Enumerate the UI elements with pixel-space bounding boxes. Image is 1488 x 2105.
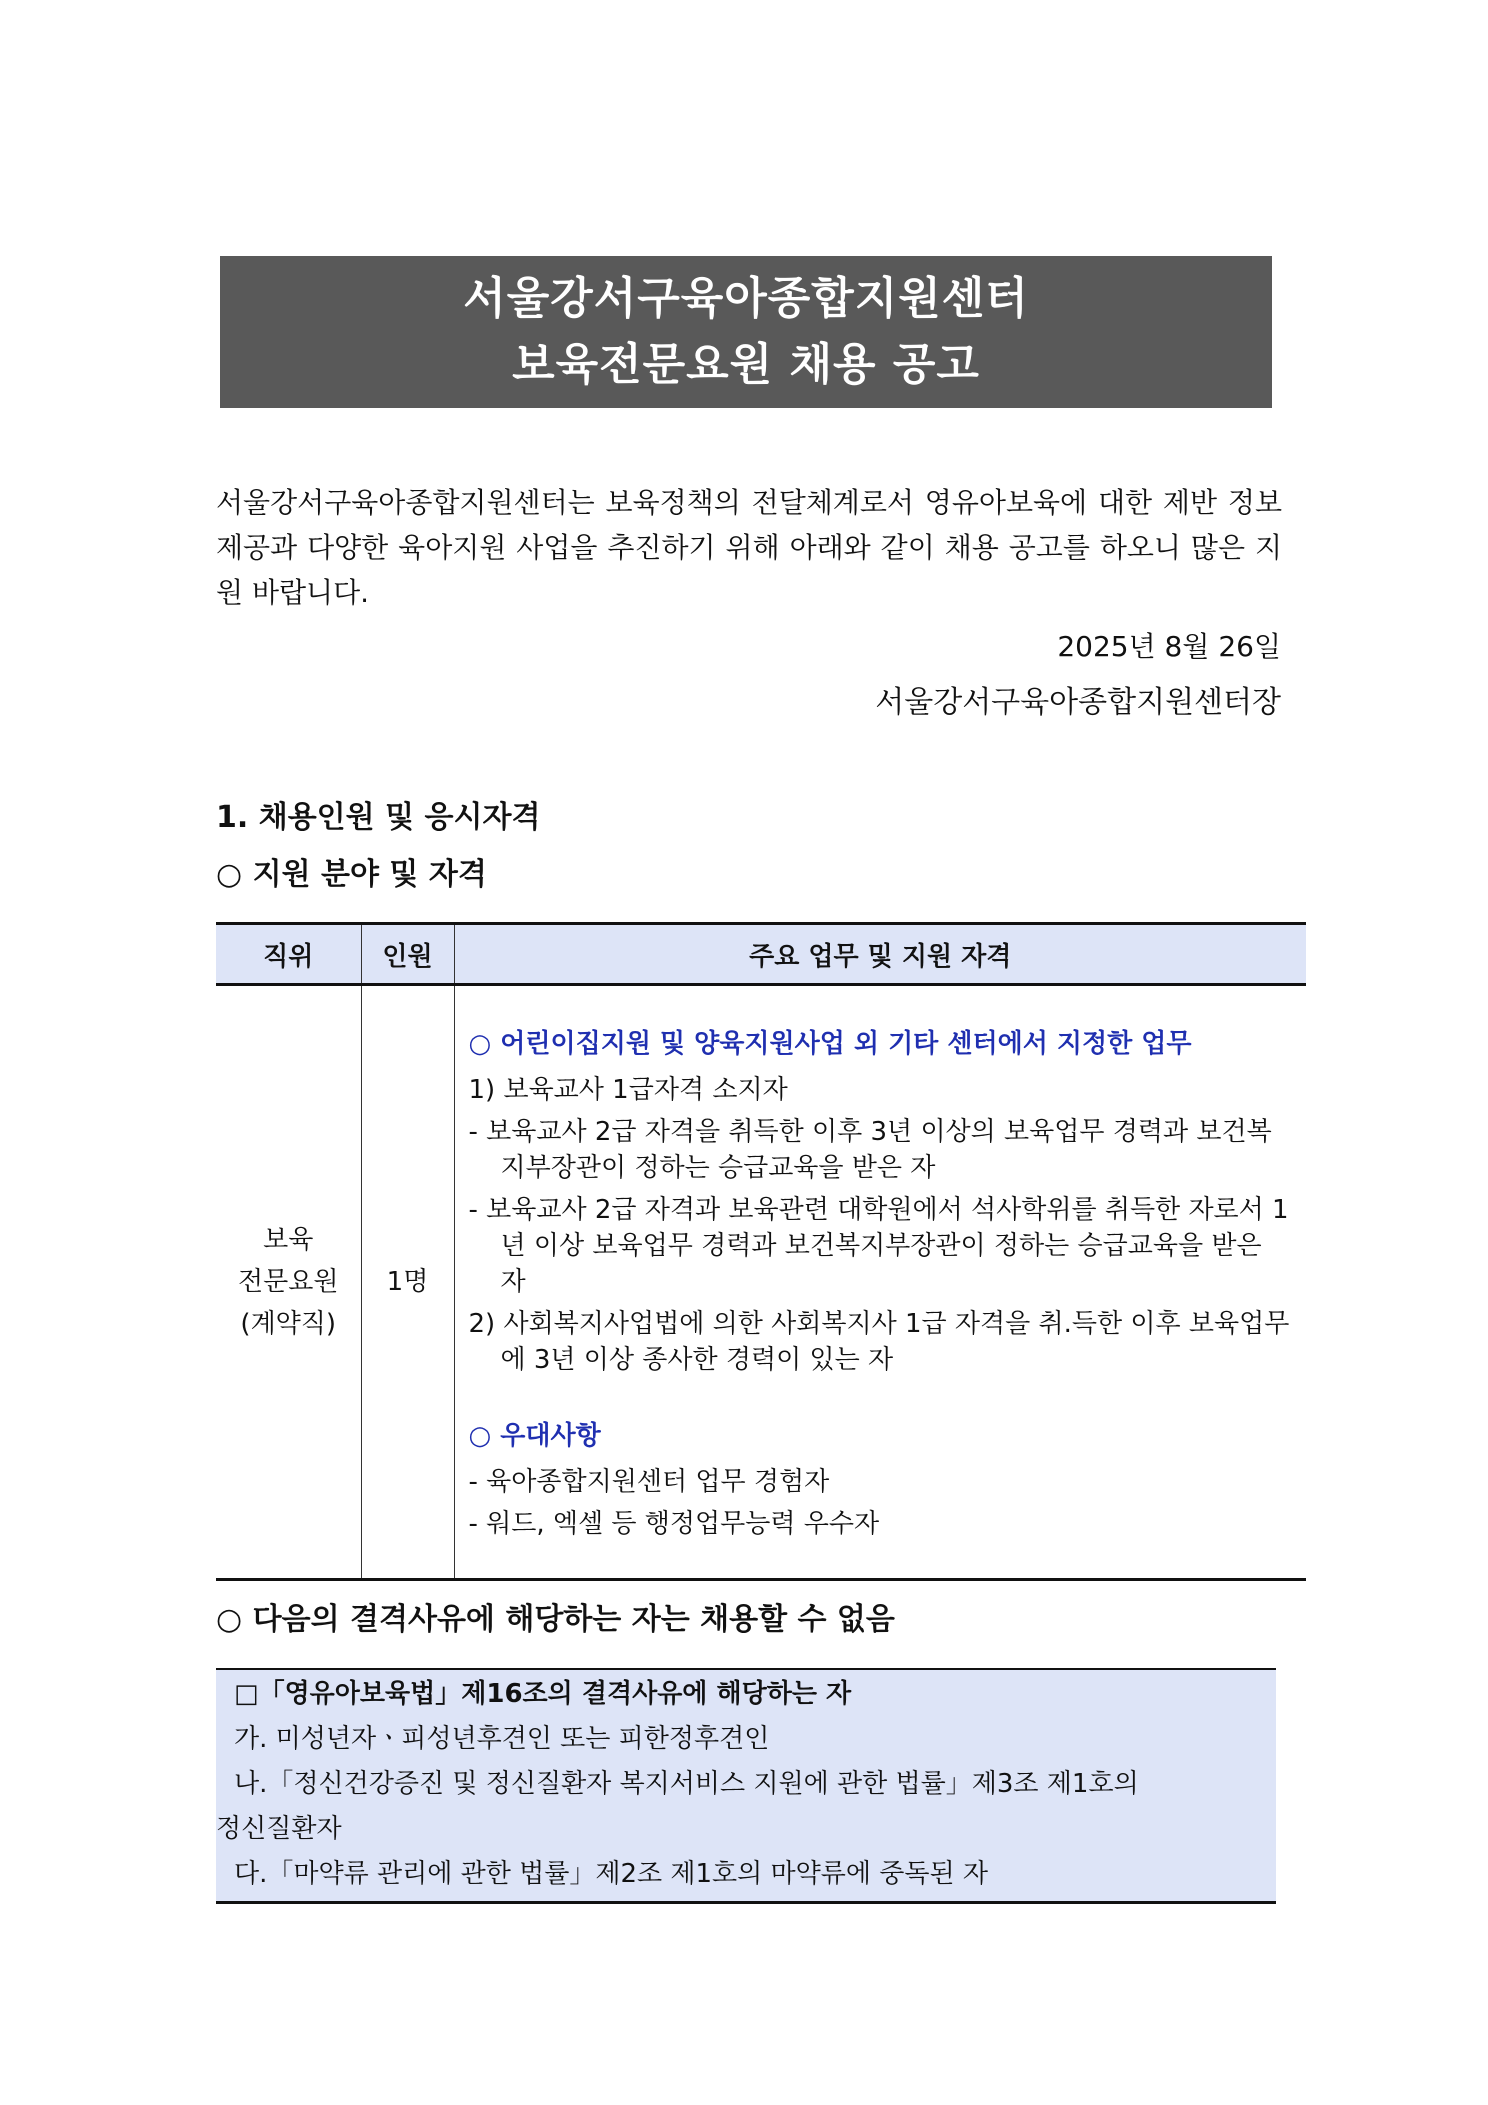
table-row <box>216 985 1306 1580</box>
duties-cell <box>454 985 1306 1580</box>
table-header-row <box>216 924 1306 985</box>
qualification-item: - 보육교사 2급 자격을 취득한 이후 3년 이상의 보육업무 경력과 보건복지부장관이 정하는 승급교육을 받은 자 <box>468 1117 1272 1183</box>
qualification-item: - 보육교사 2급 자격과 보육관련 대학원에서 석사학위를 취득한 자로서 1년 이상 보육업무 경력과 보건복지부장관이 정하는 승급교육을 받은 자 <box>468 1195 1289 1297</box>
qualification-item: 1) 보육교사 1급자격 소지자 <box>468 1075 788 1105</box>
preference-item: - 육아종합지원센터 업무 경험자 <box>468 1467 830 1497</box>
disqualification-item: 가. 미성년자ㆍ피성년후견인 또는 피한정후견인 <box>234 1724 770 1754</box>
recruitment-table <box>216 922 1306 1581</box>
title-line-2: 보육전문요원 채용 공고 <box>512 339 980 390</box>
box-title: □「영유아보육법」제16조의 결격사유에 해당하는 자 <box>234 1679 852 1709</box>
intro-paragraph: 서울강서구육아종합지원센터는 보육정책의 전달체계로서 영유아보육에 대한 제반 정보 제공과 다양한 육아지원 사업을 추진하기 위해 아래와 같이 채용 공고를 하오니 많은 지원 바랍니다. <box>216 486 1282 609</box>
header-duties: 주요 업무 및 지원 자격 <box>454 924 1306 985</box>
disqualification-item: 나.「정신건강증진 및 정신질환자 복지서비스 지원에 관한 법률」제3조 제1호의 <box>234 1769 1139 1799</box>
disqualification-item-continued: 정신질환자 <box>216 1814 342 1844</box>
title-banner <box>220 256 1272 408</box>
disqualification-heading: ○ 다음의 결격사유에 해당하는 자는 채용할 수 없음 <box>216 1602 895 1637</box>
preference-item: - 워드, 엑셀 등 행정업무능력 우수자 <box>468 1509 880 1539</box>
title-line-1: 서울강서구육아종합지원센터 <box>463 273 1029 324</box>
section-heading: 1. 채용인원 및 응시자격 <box>216 800 541 835</box>
announcement-date: 2025년 8월 26일 <box>1057 630 1281 663</box>
disqualification-item: 다.「마약류 관리에 관한 법률」제2조 제1호의 마약류에 중독된 자 <box>234 1859 988 1889</box>
sub-heading: ○ 지원 분야 및 자격 <box>216 857 487 892</box>
duty-heading: ○ 어린이집지원 및 양육지원사업 외 기타 센터에서 지정한 업무 <box>468 1029 1192 1059</box>
position-line: 전문요원 <box>238 1267 339 1297</box>
position-line: (계약직) <box>240 1309 337 1339</box>
qualification-item: 2) 사회복지사업법에 의한 사회복지사 1급 자격을 취.득한 이후 보육업무에 3년 이상 종사한 경력이 있는 자 <box>468 1309 1290 1375</box>
preference-heading: ○ 우대사항 <box>468 1421 601 1451</box>
position-line: 보육 <box>263 1225 314 1255</box>
headcount-cell: 1명 <box>361 985 454 1580</box>
header-position: 직위 <box>216 924 361 985</box>
header-headcount: 인원 <box>361 924 454 985</box>
position-cell <box>216 985 361 1580</box>
signer: 서울강서구육아종합지원센터장 <box>875 685 1281 720</box>
disqualification-box <box>216 1668 1276 1904</box>
